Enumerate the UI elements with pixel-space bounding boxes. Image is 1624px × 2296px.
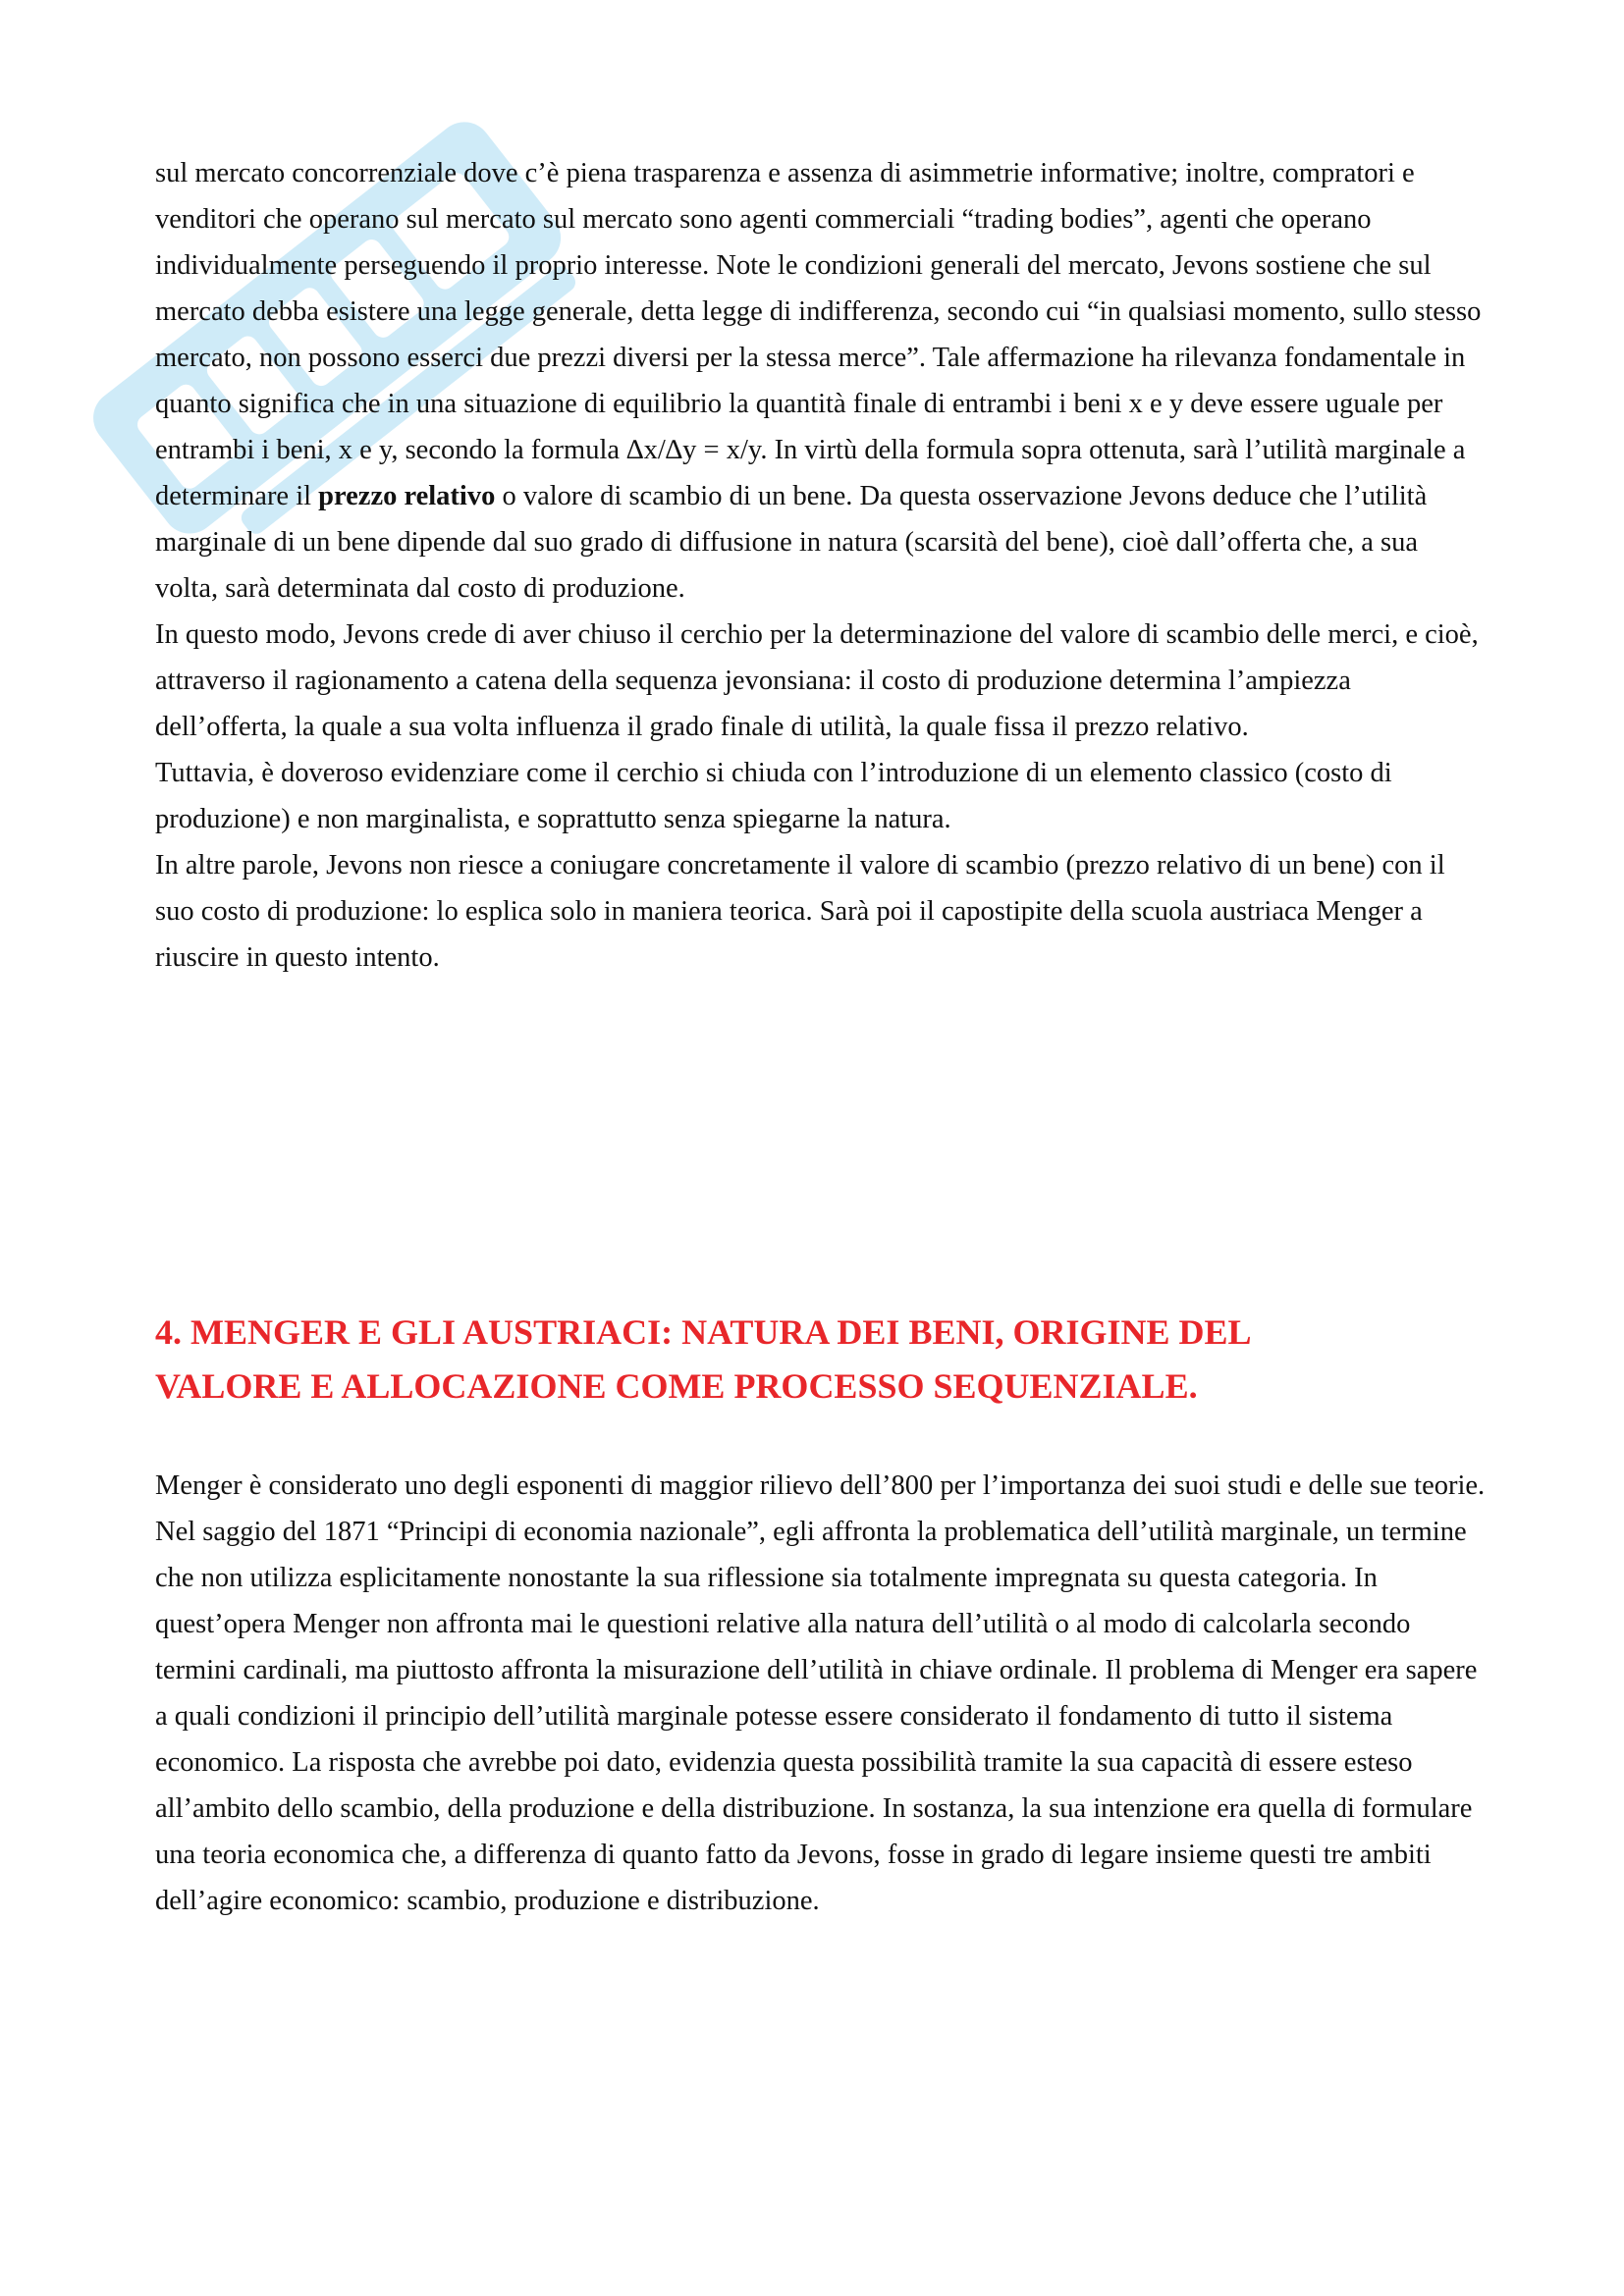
paragraph: In questo modo, Jevons crede di aver chiuso il cerchio per la determinazione del valore di scambio delle merci, e cioè, attraverso il ragionamento a catena della sequenza jevonsiana: il costo di produzione determina l’ampiezza dell’offerta, la quale a sua volta influenza il grado finale di utilità, la quale fissa il prezzo relativo. (155, 619, 1479, 742)
section-heading (155, 1306, 1432, 1414)
paragraph: Nel saggio del 1871 “Principi di economia nazionale”, egli affronta la problematica dell’utilità marginale, un termine che non utilizza esplicitamente nonostante la sua riflessione sia totalmente impregnata su questa categoria. In quest’opera Menger non affronta mai le questioni relative alla natura dell’utilità o al modo di calcolarla secondo termini cardinali, ma piuttosto affronta la misurazione dell’utilità in chiave ordinale. Il problema di Menger era sapere a quali condizioni il principio dell’utilità marginale potesse essere considerato il fondamento di tutto il sistema economico. La risposta che avrebbe poi dato, evidenzia questa possibilità tramite la sua capacità di essere esteso all’ambito dello scambio, della produzione e della distribuzione. In sostanza, la sua intenzione era quella di formulare una teoria economica che, a differenza di quanto fatto da Jevons, fosse in grado di legare insieme questi tre ambiti dell’agire economico: scambio, produzione e distribuzione. (155, 1517, 1478, 1916)
section-jevons-text (155, 150, 1486, 981)
section-menger-text (155, 1463, 1486, 1924)
paragraph: Menger è considerato uno degli esponenti di maggior rilievo dell’800 per l’importanza dei suoi studi e delle sue teorie. (155, 1470, 1486, 1501)
paragraph: sul mercato concorrenziale dove c’è piena trasparenza e assenza di asimmetrie informative; inoltre, compratori e venditori che operano sul mercato sul mercato sono agenti commerciali “trading bodies”, agenti che operano individualmente perseguendo il proprio interesse. Note le condizioni generali del mercato, Jevons sostiene che sul mercato debba esistere una legge generale, detta legge di indifferenza, secondo cui “in qualsiasi momento, sullo stesso mercato, non possono esserci due prezzi diversi per la stessa merce”. Tale affermazione ha rilevanza fondamentale in quanto significa che in una situazione di equilibrio la quantità finale di entrambi i beni x e y deve essere uguale per entrambi i beni, x e y, secondo la formula ∆x/∆y = x/y. In virtù della formula sopra ottenuta, sarà l’utilità marginale a determinare il prezzo relativo o valore di scambio di un bene. Da questa osservazione Jevons deduce che l’utilità marginale di un bene dipende dal suo grado di diffusione in natura (scarsità del bene), cioè dall’offerta che, a sua volta, sarà determinata dal costo di produzione. (155, 158, 1482, 604)
heading-line: 4. MENGER E GLI AUSTRIACI: NATURA DEI BENI, ORIGINE DEL (155, 1312, 1252, 1352)
heading-line: VALORE E ALLOCAZIONE COME PROCESSO SEQUENZIALE. (155, 1366, 1198, 1406)
paragraph: Tuttavia, è doveroso evidenziare come il cerchio si chiuda con l’introduzione di un elemento classico (costo di produzione) e non marginalista, e soprattutto senza spiegarne la natura. (155, 758, 1392, 834)
bold-term: prezzo relativo (318, 481, 496, 511)
paragraph: In altre parole, Jevons non riesce a coniugare concretamente il valore di scambio (prezzo relativo di un bene) con il suo costo di produzione: lo esplica solo in maniera teorica. Sarà poi il capostipite della scuola austriaca Menger a riuscire in questo intento. (155, 850, 1445, 973)
